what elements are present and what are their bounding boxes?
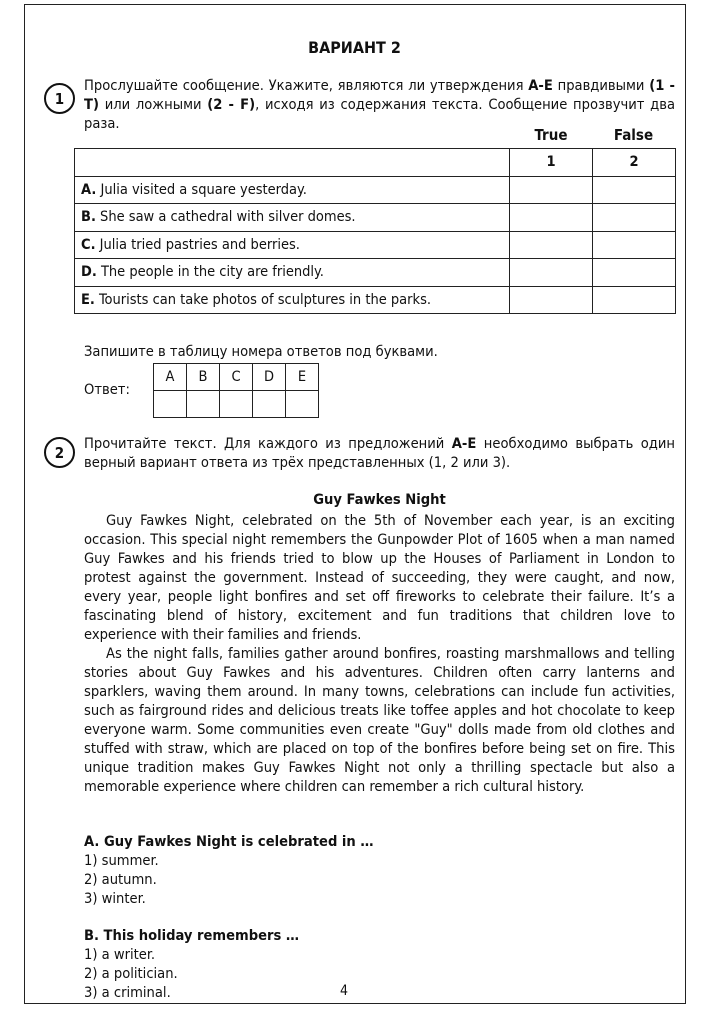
answer-cell[interactable] <box>510 259 593 287</box>
answer-letter: C <box>220 364 253 391</box>
option[interactable]: 2) a politician. <box>84 965 178 982</box>
statements-table <box>74 148 676 314</box>
answer-input-cell[interactable] <box>220 391 253 418</box>
question-a <box>84 832 373 908</box>
question-text: B. This holiday remembers … <box>84 927 300 944</box>
paragraph: Guy Fawkes Night, celebrated on the 5th of November each year, is an exciting occasion. This special night remembers the Gunpowder Plot of 1605 when a man named Guy Fawkes and his friends tried to blow up the Houses of Parliament in London to protest against the government. Instead of succeeding, they were caught, and now, every year, people light bonfires and set off fireworks to celebrate their failure. It’s a fascinating blend of history, excitement and fun traditions that children love to experience with their families and friends. <box>84 512 675 643</box>
answer-cell[interactable] <box>593 286 676 314</box>
option[interactable]: 3) a criminal. <box>84 984 171 1001</box>
option[interactable]: 1) a writer. <box>84 946 156 963</box>
true-header: True <box>534 126 568 144</box>
reading-text <box>84 511 675 796</box>
question-b <box>84 926 299 1002</box>
answer-cell[interactable] <box>593 204 676 232</box>
answer-table <box>153 363 319 418</box>
option[interactable]: 2) autumn. <box>84 871 157 888</box>
answer-cell[interactable] <box>593 176 676 204</box>
task-number-2: 2 <box>44 437 75 468</box>
question-text: A. Guy Fawkes Night is celebrated in … <box>84 833 374 850</box>
variant-title: ВАРИАНТ 2 <box>308 38 401 57</box>
task-number-1: 1 <box>44 83 75 114</box>
table-row: A. Julia visited a square yesterday. <box>75 176 676 204</box>
answer-letter: B <box>187 364 220 391</box>
option[interactable]: 3) winter. <box>84 890 146 907</box>
text-title: Guy Fawkes Night <box>313 491 446 508</box>
task1-instruction: Прослушайте сообщение. Укажите, являются ли утверждения A-E правдивыми (1 - T) или ложными (2 - F), исходя из содержания текста. Сообщение прозвучит два раза. <box>84 77 675 132</box>
answer-cell[interactable] <box>510 176 593 204</box>
answer-cell[interactable] <box>510 231 593 259</box>
answer-input-cell[interactable] <box>154 391 187 418</box>
task2-instruction: Прочитайте текст. Для каждого из предложений A-E необходимо выбрать один верный вариант ответа из трёх представленных (1, 2 или 3). <box>84 435 675 471</box>
option[interactable]: 1) summer. <box>84 852 159 869</box>
answer-instruction: Запишите в таблицу номера ответов под буквами. <box>84 343 438 360</box>
table-header-row <box>75 149 676 177</box>
table-row: D. The people in the city are friendly. <box>75 259 676 287</box>
table-row: E. Tourists can take photos of sculptures in the parks. <box>75 286 676 314</box>
page-number: 4 <box>340 983 349 999</box>
answer-cell[interactable] <box>593 259 676 287</box>
answer-input-cell[interactable] <box>253 391 286 418</box>
table-row: C. Julia tried pastries and berries. <box>75 231 676 259</box>
answer-cell[interactable] <box>593 231 676 259</box>
answer-letter: D <box>253 364 286 391</box>
answer-input-cell[interactable] <box>187 391 220 418</box>
false-header: False <box>613 126 654 144</box>
answer-letter: A <box>154 364 187 391</box>
answer-letter: E <box>286 364 319 391</box>
answer-cell[interactable] <box>510 204 593 232</box>
answer-cell[interactable] <box>510 286 593 314</box>
answer-input-cell[interactable] <box>286 391 319 418</box>
col-1-label: 1 <box>510 149 593 177</box>
col-2-label: 2 <box>593 149 676 177</box>
table-row: B. She saw a cathedral with silver domes. <box>75 204 676 232</box>
answer-label: Ответ: <box>84 381 130 398</box>
paragraph: As the night falls, families gather around bonfires, roasting marshmallows and telling stories about Guy Fawkes and his adventures. Children often carry lanterns and sparklers, waving them around. In many towns, celebrations can include fun activities, such as fairground rides and delicious treats like toffee apples and hot chocolate to keep everyone warm. Some communities even create "Guy" dolls made from old clothes and stuffed with straw, which are placed on top of the bonfires before being set on fire. This unique tradition makes Guy Fawkes Night not only a thrilling spectacle but also a memorable experience where children can remember a rich cultural history. <box>84 645 675 795</box>
